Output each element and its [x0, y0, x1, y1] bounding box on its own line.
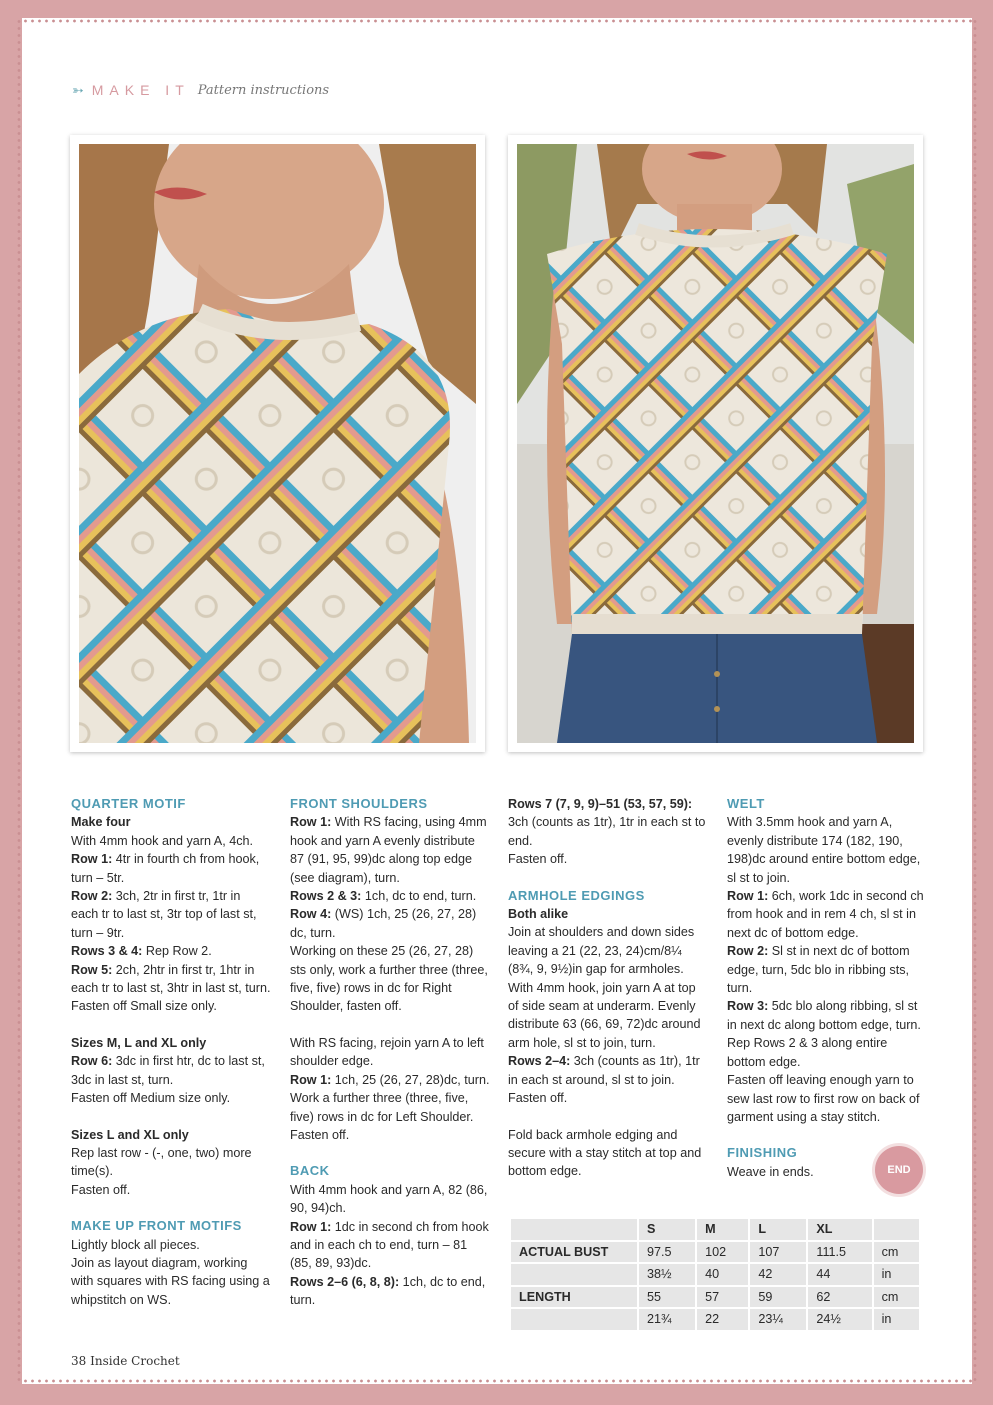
size-cell: 107 [750, 1242, 806, 1263]
paragraph: With 3.5mm hook and yarn A, evenly distribute 174 (182, 190, 198)dc around entire bottom edge, sl st to join. [727, 815, 921, 885]
size-header-cell [511, 1219, 637, 1240]
column-armhole-edgings [508, 795, 708, 1181]
pattern-row [71, 850, 271, 887]
pattern-row [71, 1052, 271, 1089]
subheading: Sizes M, L and XL only [71, 1035, 207, 1050]
row-label: Row 1: [290, 815, 332, 830]
section-heading: FINISHING [727, 1145, 798, 1161]
paragraph-gap [71, 1108, 271, 1126]
paragraph: Weave in ends. [727, 1164, 814, 1179]
row-text: 3dc in first htr, dc to last st, 3dc in last st, turn. [71, 1054, 265, 1087]
row-label: Row 1: [290, 1072, 332, 1087]
section-heading: WELT [727, 796, 765, 811]
row-label: Rows 3 & 4: [71, 944, 143, 959]
size-cell: 111.5 [808, 1242, 871, 1263]
paragraph: Fold back armhole edging and secure with a stay stitch at top and bottom edge. [508, 1127, 702, 1179]
size-cell: 55 [639, 1287, 695, 1308]
section-heading: MAKE UP FRONT MOTIFS [71, 1218, 242, 1234]
pattern-row [71, 961, 271, 998]
row-text: 1ch, 25 (26, 27, 28)dc, turn. [331, 1072, 490, 1087]
row-text: Sl st in next dc of bottom edge, turn, 5dc blo in ribbing sts, turn. [727, 944, 910, 996]
section-header [72, 80, 329, 100]
size-header-cell [874, 1219, 919, 1240]
row-label: Rows 2–4: [508, 1054, 571, 1069]
size-cell: 38½ [639, 1264, 695, 1285]
row-label: Rows 7 (7, 9, 9)–51 (53, 57, 59): [508, 797, 693, 811]
pattern-row [290, 1218, 490, 1273]
measurement-label [511, 1264, 637, 1285]
paragraph-gap [290, 1016, 490, 1034]
size-cell: 59 [750, 1287, 806, 1308]
row-text: 3ch (counts as 1tr), 1tr in each st to end. [508, 815, 706, 848]
size-table-row [511, 1264, 919, 1285]
row-label: Rows 2–6 (6, 8, 8): [290, 1274, 400, 1289]
size-cell: 21¾ [639, 1309, 695, 1330]
size-table-body [511, 1219, 919, 1330]
row-label: Row 4: [290, 907, 332, 922]
section-heading: FRONT SHOULDERS [290, 796, 428, 811]
size-table-row [511, 1309, 919, 1330]
pattern-row [508, 795, 708, 850]
paragraph: Fasten off Medium size only. [71, 1091, 231, 1106]
section-heading: BACK [290, 1163, 330, 1179]
paragraph: Join at shoulders and down sides leaving a 21 (22, 23, 24)cm/8¼ (8¾, 9, 9½)in gap for armholes. With 4mm hook, join yarn A at top of side seam at underarm. Evenly distribute 63 (66, 69, 72)dc around arm hole, sl st to join, turn. [508, 925, 701, 1050]
row-label: Row 3: [727, 999, 769, 1014]
photo-full [508, 135, 923, 752]
pattern-instructions-label: Pattern instructions [197, 82, 330, 98]
size-header-cell: XL [808, 1219, 871, 1240]
size-cell: 62 [808, 1287, 871, 1308]
row-text: 1ch, dc to end, turn. [361, 889, 477, 904]
paragraph: Work a further three (three, five, five) rows in dc for Left Shoulder. Fasten off. [290, 1091, 474, 1142]
paragraph: Working on these 25 (26, 27, 28) sts only, work a further three (three, five, five) rows in dc for Right Shoulder, fasten off. [290, 944, 488, 1014]
size-cell: in [874, 1309, 919, 1330]
size-cell: 42 [750, 1264, 806, 1285]
subheading: Sizes L and XL only [71, 1127, 189, 1142]
measurement-label: LENGTH [511, 1287, 637, 1308]
paragraph-gap [508, 1108, 708, 1126]
measurement-label: ACTUAL BUST [511, 1242, 637, 1263]
paragraph: With 4mm hook and yarn A, 4ch. [71, 833, 253, 848]
paragraph: Rep last row - (-, one, two) more time(s). [71, 1145, 252, 1179]
row-label: Row 1: [290, 1219, 332, 1234]
row-label: Row 6: [71, 1054, 113, 1069]
paragraph: With RS facing, rejoin yarn A to left shoulder edge. [290, 1035, 484, 1069]
photo-closeup [70, 135, 485, 752]
row-text: 1ch, dc to end, turn. [290, 1274, 486, 1308]
pattern-row [290, 1071, 490, 1089]
paragraph-gap [71, 1199, 271, 1217]
row-text: 1dc in second ch from hook and in each ch to end, turn – 81 (85, 89, 93)dc. [290, 1219, 489, 1271]
measurement-label [511, 1309, 637, 1330]
pattern-row [71, 887, 271, 942]
pattern-row [71, 942, 271, 960]
pattern-row [727, 942, 927, 997]
pattern-row [290, 1273, 490, 1310]
size-cell: cm [874, 1242, 919, 1263]
row-label: Row 2: [71, 889, 113, 904]
size-header-cell: M [697, 1219, 748, 1240]
size-header-cell: L [750, 1219, 806, 1240]
paragraph-gap [508, 869, 708, 887]
pattern-row [727, 997, 927, 1034]
size-cell: 40 [697, 1264, 748, 1285]
row-text: With RS facing, using 4mm hook and yarn A evenly distribute 87 (91, 95, 99)dc along top edge (see diagram), turn. [290, 815, 487, 885]
size-cell: 57 [697, 1287, 748, 1308]
row-label: Row 2: [727, 944, 769, 959]
size-cell: 22 [697, 1309, 748, 1330]
row-text: (WS) 1ch, 25 (26, 27, 28) dc, turn. [290, 907, 477, 940]
make-it-label: MAKE IT [91, 82, 190, 98]
paragraph: Lightly block all pieces. [71, 1237, 200, 1252]
full-photo-image [517, 144, 914, 743]
pattern-row [290, 905, 490, 942]
pattern-row [290, 887, 490, 905]
row-text: 5dc blo along ribbing, sl st in next dc along bottom edge, turn. [727, 999, 921, 1032]
end-badge: END [875, 1146, 923, 1194]
paragraph: Fasten off leaving enough yarn to sew last row to first row on back of garment using a stay stitch. [727, 1073, 920, 1124]
pattern-row [727, 887, 927, 942]
page-footer [71, 1354, 180, 1368]
paragraph: Fasten off Small size only. [71, 999, 217, 1014]
size-table-row [511, 1287, 919, 1308]
subheading: Both alike [508, 907, 569, 922]
row-text: 3ch (counts as 1tr), 1tr in each st around, sl st to join. Fasten off. [508, 1054, 700, 1106]
size-table-header [511, 1219, 919, 1240]
paragraph: Fasten off. [508, 852, 568, 867]
pattern-row [508, 1052, 708, 1107]
size-cell: cm [874, 1287, 919, 1308]
section-heading: ARMHOLE EDGINGS [508, 887, 645, 903]
size-table [509, 1217, 921, 1332]
arrow-icon: ➳ [72, 81, 84, 98]
size-cell: 102 [697, 1242, 748, 1263]
size-cell: 97.5 [639, 1242, 695, 1263]
size-table-row [511, 1242, 919, 1263]
column-welt [727, 795, 927, 1181]
section-heading: QUARTER MOTIF [71, 796, 186, 811]
column-quarter-motif [71, 795, 271, 1309]
page-number: 38 [71, 1354, 87, 1368]
row-label: Row 5: [71, 962, 113, 977]
row-text: 6ch, work 1dc in second ch from hook and in rem 4 ch, sl st in next dc of bottom edge. [727, 889, 924, 940]
paragraph-gap [290, 1144, 490, 1162]
size-cell: 24½ [808, 1309, 871, 1330]
paragraph: Fasten off. [71, 1182, 131, 1197]
column-front-shoulders [290, 795, 490, 1310]
size-cell: 23¼ [750, 1309, 806, 1330]
subheading: Make four [71, 815, 131, 830]
paragraph-gap [71, 1016, 271, 1034]
paragraph-gap [727, 1126, 927, 1144]
scalloped-edge-bottom [22, 1378, 972, 1384]
pattern-row [290, 813, 490, 887]
size-cell: in [874, 1264, 919, 1285]
row-text: 2ch, 2htr in first tr, 1htr in each tr to last st, 3htr in last st, turn. [71, 962, 271, 996]
size-header-cell: S [639, 1219, 695, 1240]
row-text: Rep Row 2. [142, 944, 212, 959]
row-label: Row 1: [71, 852, 113, 867]
scalloped-edge-left [16, 18, 22, 1384]
row-text: 3ch, 2tr in first tr, 1tr in each tr to last st, 3tr top of last st, turn – 9tr. [71, 889, 257, 940]
paragraph: Join as layout diagram, working with squares with RS facing using a whipstitch on WS. [71, 1255, 270, 1307]
row-label: Rows 2 & 3: [290, 889, 362, 904]
closeup-photo-image [79, 144, 476, 743]
row-label: Row 1: [727, 889, 769, 904]
row-text: 4tr in fourth ch from hook, turn – 5tr. [71, 852, 260, 885]
size-cell: 44 [808, 1264, 871, 1285]
paragraph: Rep Rows 2 & 3 along entire bottom edge. [727, 1036, 888, 1069]
magazine-name: Inside Crochet [90, 1354, 180, 1368]
paragraph: With 4mm hook and yarn A, 82 (86, 90, 94)ch. [290, 1182, 488, 1216]
scalloped-edge-right [972, 18, 978, 1384]
scalloped-edge-top [22, 18, 972, 24]
